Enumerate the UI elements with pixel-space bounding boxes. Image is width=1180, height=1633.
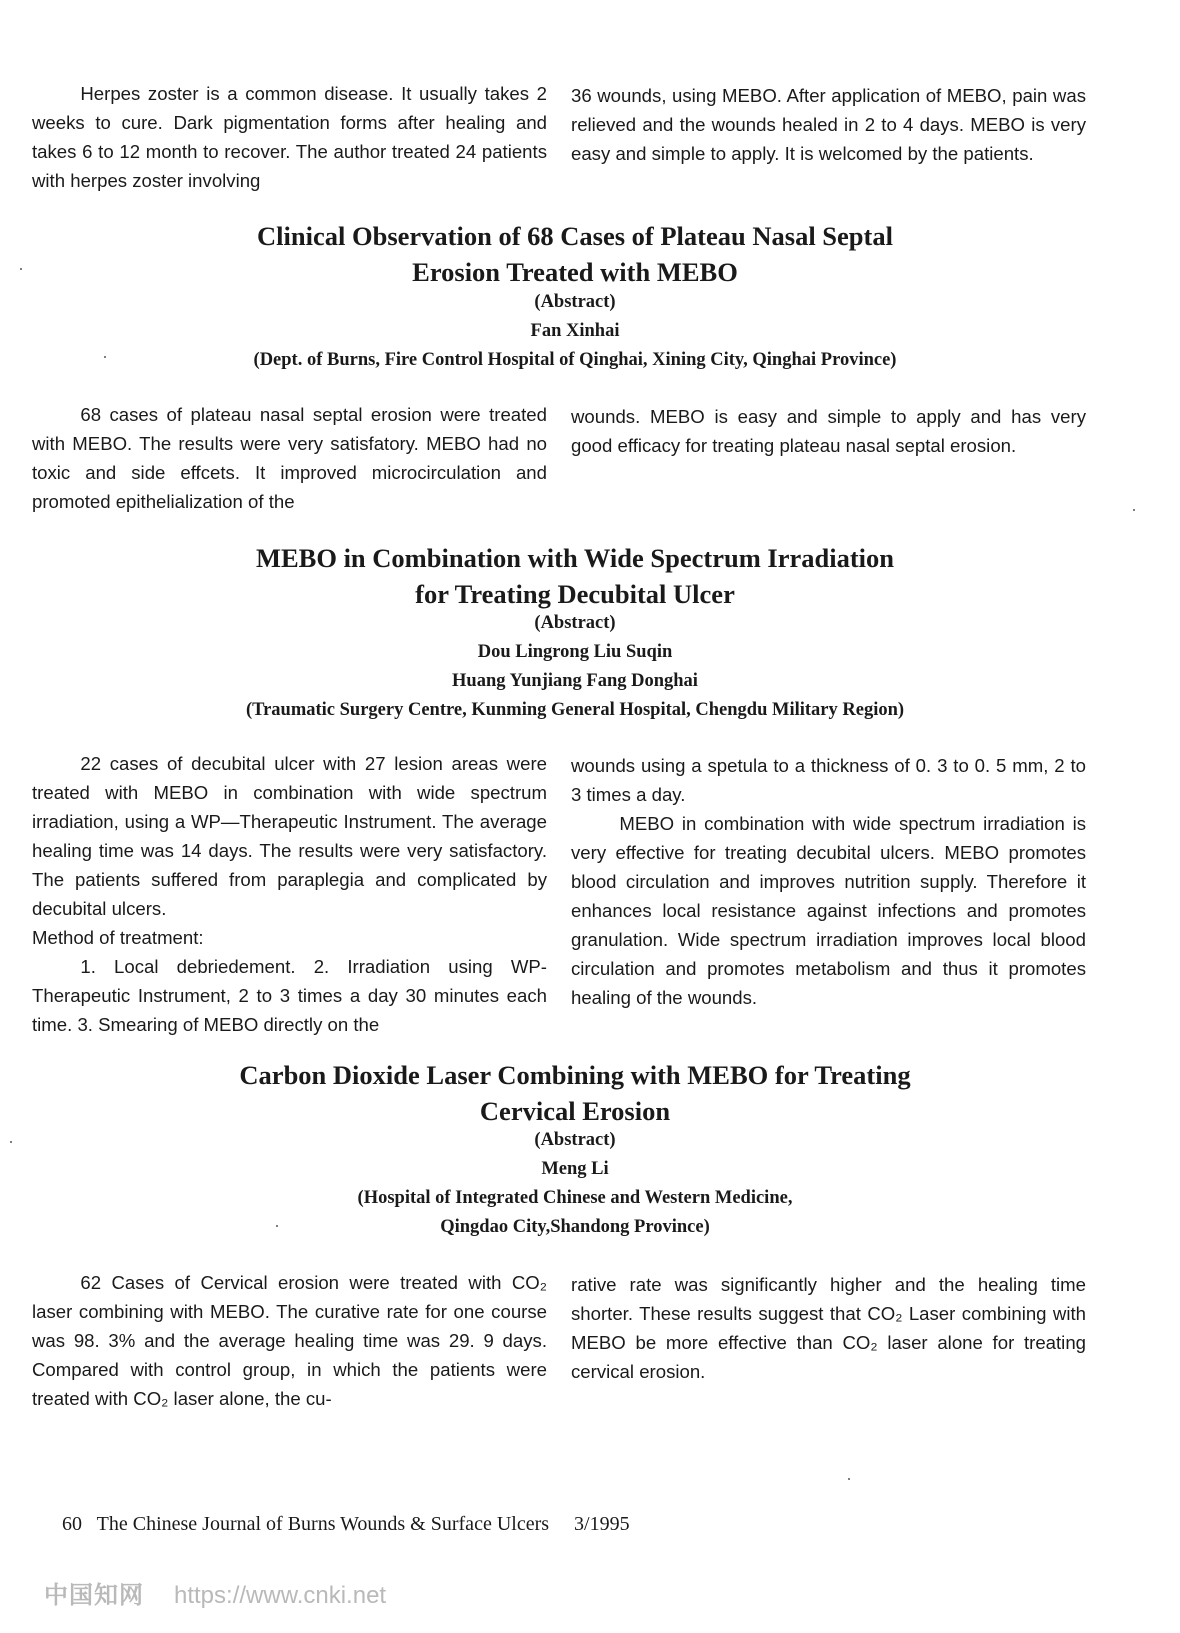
article-3-byline (0, 1126, 1150, 1242)
page-footer (62, 1513, 630, 1536)
title-line: Erosion Treated with MEBO (412, 257, 738, 287)
article-1-right-column (571, 402, 1086, 460)
article-3-left-column (32, 1268, 547, 1413)
body-paragraph: wounds. MEBO is easy and simple to apply and has very good efficacy for treating plateau nasal septal erosion. (571, 406, 1086, 456)
scan-speck (20, 268, 22, 270)
article-1-left-column (32, 400, 547, 516)
issue-number: 3/1995 (574, 1513, 630, 1535)
cnki-watermark (44, 1575, 386, 1610)
article-1-title (0, 218, 1150, 290)
affiliation-line: (Hospital of Integrated Chinese and Western Medicine, (357, 1188, 793, 1208)
article-2-left-column (32, 749, 547, 1039)
abstract-label: (Abstract) (534, 292, 616, 312)
scan-speck (276, 1225, 278, 1227)
watermark-url: https://www.cnki.net (174, 1582, 387, 1609)
body-paragraph: MEBO in combination with wide spectrum irradiation is very effective for treating decubital ulcers. MEBO promotes blood circulation and improves nutrition supply. Therefore it enhances local resistance against infections and promotes granulation. Wide spectrum irradiation improves local blood circulation and promotes metabolism and thus it promotes healing of the wounds. (571, 813, 1086, 1008)
scan-speck (848, 1478, 850, 1480)
article-1-byline (0, 288, 1150, 375)
article-2-right-column (571, 751, 1086, 1012)
affiliation-line: Qingdao City,Shandong Province) (440, 1217, 710, 1237)
article-3-title (0, 1057, 1150, 1129)
article-0-left-column (32, 79, 547, 195)
body-paragraph: rative rate was significantly higher and the healing time shorter. These results suggest that CO₂ Laser combining with MEBO be more effective than CO₂ laser alone for treating cervical erosion. (571, 1274, 1086, 1382)
article-2-byline (0, 609, 1150, 725)
page-number: 60 (62, 1513, 82, 1535)
watermark-site-name: 中国知网 (44, 1582, 144, 1609)
affiliation-line: (Dept. of Burns, Fire Control Hospital of Qinghai, Xining City, Qinghai Province) (253, 350, 897, 370)
journal-name: The Chinese Journal of Burns Wounds & Surface Ulcers (96, 1513, 550, 1535)
title-line: Clinical Observation of 68 Cases of Plateau Nasal Septal (257, 221, 893, 251)
body-paragraph: 68 cases of plateau nasal septal erosion were treated with MEBO. The results were very satisfatory. MEBO had no toxic and side effcets. It improved microcirculation and promoted epithelialization of the (32, 404, 547, 512)
scan-speck (104, 356, 106, 358)
abstract-label: (Abstract) (534, 613, 616, 633)
author-line: Fan Xinhai (530, 321, 620, 341)
affiliation-line: (Traumatic Surgery Centre, Kunming General Hospital, Chengdu Military Region) (245, 700, 905, 720)
body-paragraph: 62 Cases of Cervical erosion were treated with CO₂ laser combining with MEBO. The curative rate for one course was 98. 3% and the average healing time was 29. 9 days. Compared with control group, in which the patients were treated with CO₂ laser alone, the cu- (32, 1272, 547, 1409)
article-0-right-column (571, 81, 1086, 168)
article-3-right-column (571, 1270, 1086, 1386)
abstract-label: (Abstract) (534, 1130, 616, 1150)
author-line: Dou Lingrong Liu Suqin (477, 642, 673, 662)
title-line: Carbon Dioxide Laser Combining with MEBO for Treating (239, 1060, 911, 1090)
article-2-title (0, 540, 1150, 612)
title-line: MEBO in Combination with Wide Spectrum Irradiation (255, 543, 895, 573)
body-paragraph: Method of treatment: (32, 927, 204, 948)
body-paragraph: wounds using a spetula to a thickness of 0. 3 to 0. 5 mm, 2 to 3 times a day. (571, 755, 1086, 805)
scan-speck (10, 1141, 12, 1143)
scan-speck (1133, 509, 1135, 511)
body-paragraph: 22 cases of decubital ulcer with 27 lesion areas were treated with MEBO in combination with wide spectrum irradiation, using a WP—Therapeutic Instrument. The average healing time was 14 days. The results were very satisfactory. The patients suffered from paraplegia and complicated by decubital ulcers. (32, 753, 547, 919)
body-paragraph: 36 wounds, using MEBO. After application of MEBO, pain was relieved and the wounds healed in 2 to 4 days. MEBO is very easy and simple to apply. It is welcomed by the patients. (571, 85, 1086, 164)
title-line: for Treating Decubital Ulcer (415, 579, 735, 609)
body-paragraph: Herpes zoster is a common disease. It usually takes 2 weeks to cure. Dark pigmentation forms after healing and takes 6 to 12 month to recover. The author treated 24 patients with herpes zoster involving (32, 83, 547, 191)
title-line: Cervical Erosion (479, 1096, 671, 1126)
author-line: Meng Li (541, 1159, 609, 1179)
author-line: Huang Yunjiang Fang Donghai (452, 671, 698, 691)
body-paragraph: 1. Local debriedement. 2. Irradiation using WP-Therapeutic Instrument, 2 to 3 times a day 30 minutes each time. 3. Smearing of MEBO directly on the (32, 956, 547, 1035)
